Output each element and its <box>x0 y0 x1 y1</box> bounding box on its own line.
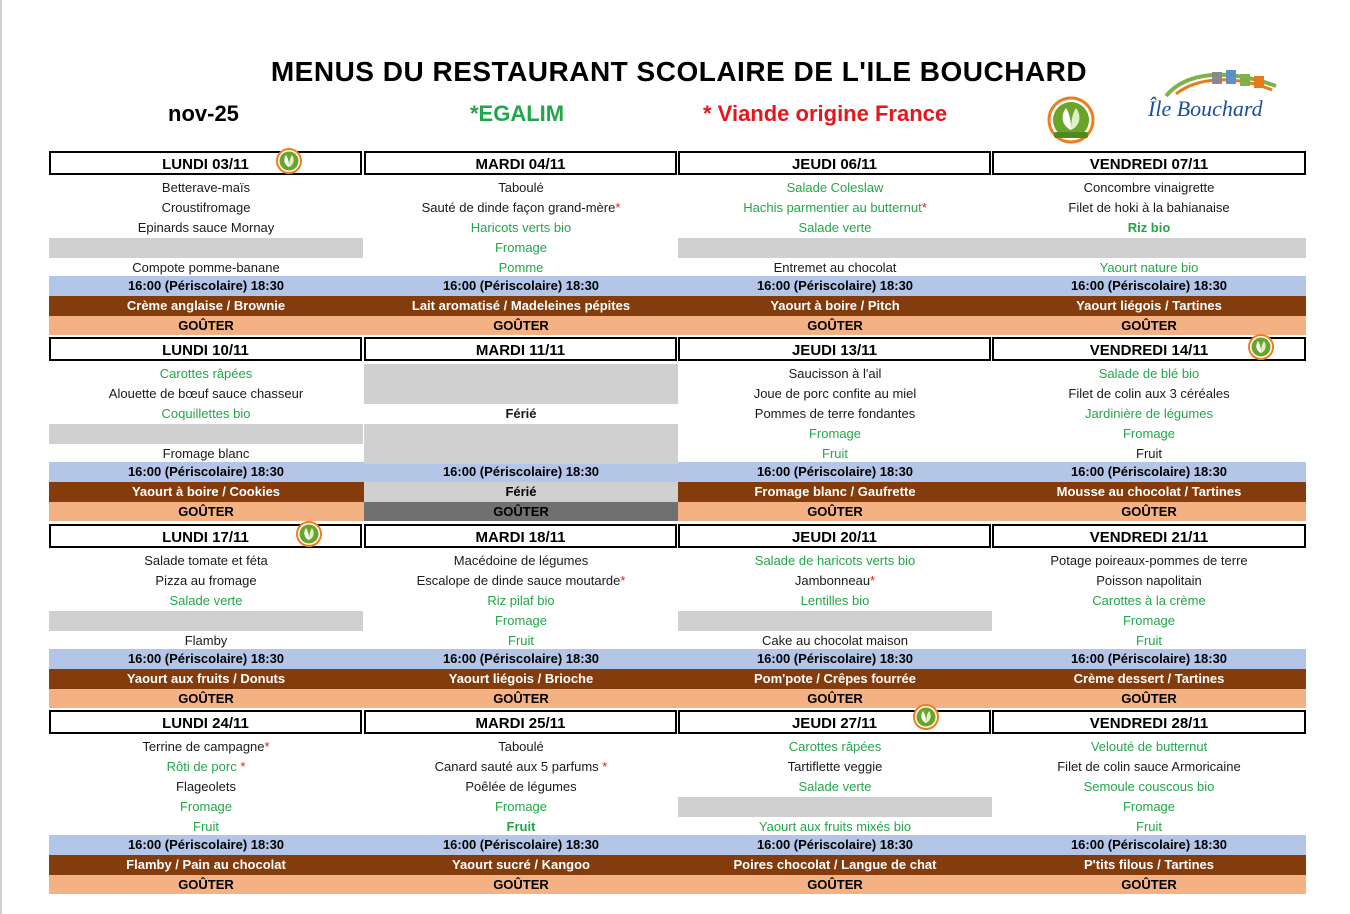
menu-item <box>49 364 363 384</box>
menu-item <box>678 424 992 444</box>
gouter-menu: Lait aromatisé / Madeleines pépites <box>411 298 631 313</box>
gouter-label: GOÛTER <box>807 877 863 892</box>
menu-item-text: Fruit <box>506 819 536 834</box>
empty-cell <box>992 238 1306 258</box>
gouter-label: GOÛTER <box>807 504 863 519</box>
periscolaire-hours: 16:00 (Périscolaire) 18:30 <box>756 651 914 666</box>
day-header: MARDI 18/11 <box>364 524 677 548</box>
menu-item-text: Fruit <box>193 819 219 834</box>
menu-item-text: Salade de haricots verts bio <box>754 553 916 568</box>
day-header: JEUDI 27/11 <box>678 710 991 734</box>
periscolaire-hours: 16:00 (Périscolaire) 18:30 <box>1070 837 1228 852</box>
menu-item <box>992 364 1306 384</box>
menu-item-text: Fromage <box>494 799 548 814</box>
vegetarien-mini-icon <box>274 147 304 175</box>
menu-item-text: Salade verte <box>169 593 243 608</box>
gouter-menu: P'tits filous / Tartines <box>1084 857 1214 872</box>
empty-cell <box>678 611 992 631</box>
menu-item <box>49 571 363 591</box>
menu-item-text: Fruit <box>1136 446 1162 461</box>
menu-item-text: Semoule couscous bio <box>1083 779 1215 794</box>
week-block <box>49 523 1306 709</box>
day-header: LUNDI 24/11 <box>49 710 362 734</box>
empty-cell <box>49 611 363 631</box>
menu-item <box>992 258 1306 278</box>
menu-item <box>678 737 992 757</box>
periscolaire-hours: 16:00 (Périscolaire) 18:30 <box>442 651 600 666</box>
gouter-label: GOÛTER <box>178 877 234 892</box>
periscolaire-hours: 16:00 (Périscolaire) 18:30 <box>127 651 285 666</box>
menu-item-text: Croustifromage <box>161 200 251 215</box>
origine-france-star: * <box>921 200 927 215</box>
menu-item-text: Pommes de terre fondantes <box>754 406 916 421</box>
gouter-menu: Yaourt à boire / Cookies <box>131 484 281 499</box>
gouter-menu: Yaourt aux fruits / Donuts <box>126 671 286 686</box>
periscolaire-hours: 16:00 (Périscolaire) 18:30 <box>127 837 285 852</box>
gouter-menu: Poires chocolat / Langue de chat <box>733 857 937 872</box>
menu-item-text: Tartiflette veggie <box>787 759 883 774</box>
gouter-menu: Mousse au chocolat / Tartines <box>1056 484 1242 499</box>
gouter-label: GOÛTER <box>178 504 234 519</box>
menu-item-text: Betterave-maïs <box>161 180 251 195</box>
gouter-menu: Fromage blanc / Gaufrette <box>754 484 916 499</box>
gouter-menu: Yaourt à boire / Pitch <box>770 298 900 313</box>
menu-item <box>49 631 363 651</box>
menu-item-text: Carottes râpées <box>788 739 882 754</box>
menu-item <box>678 178 992 198</box>
menu-item <box>364 631 678 651</box>
menu-item-text: Concombre vinaigrette <box>1083 180 1215 195</box>
menu-item <box>992 424 1306 444</box>
origine-france-star: * <box>620 573 626 588</box>
menu-item-text: Coquillettes bio <box>161 406 251 421</box>
menu-item <box>678 757 992 777</box>
empty-cell <box>678 797 992 817</box>
menu-item-text: Pizza au fromage <box>155 573 257 588</box>
town-logo-text: Île Bouchard <box>1148 96 1263 121</box>
day-header: JEUDI 20/11 <box>678 524 991 548</box>
menu-item <box>364 777 678 797</box>
menu-item <box>678 364 992 384</box>
menu-item <box>364 198 678 218</box>
gouter-menu: Yaourt liégois / Brioche <box>448 671 594 686</box>
menu-item <box>49 178 363 198</box>
menu-item-text: Fromage <box>1122 799 1176 814</box>
menu-item <box>992 737 1306 757</box>
page-title: MENUS DU RESTAURANT SCOLAIRE DE L'ILE BOUCHARD <box>270 56 1088 87</box>
periscolaire-hours: 16:00 (Périscolaire) 18:30 <box>442 837 600 852</box>
periscolaire-hours: 16:00 (Périscolaire) 18:30 <box>756 278 914 293</box>
egalim-legend: *EGALIM <box>470 101 565 126</box>
day-header: VENDREDI 07/11 <box>992 151 1306 175</box>
menu-item-text: Fruit <box>1136 819 1162 834</box>
menu-item-text: Potage poireaux-pommes de terre <box>1050 553 1248 568</box>
menu-item-text: Jambonneau <box>794 573 871 588</box>
empty-cell <box>364 444 678 464</box>
day-header: LUNDI 10/11 <box>49 337 362 361</box>
menu-item-text: Filet de colin aux 3 céréales <box>1068 386 1230 401</box>
gouter-menu: Crème dessert / Tartines <box>1073 671 1225 686</box>
menu-item-text: Fromage <box>808 426 862 441</box>
day-header: MARDI 25/11 <box>364 710 677 734</box>
menu-item <box>678 218 992 238</box>
menu-item <box>992 631 1306 651</box>
gouter-label: GOÛTER <box>493 877 549 892</box>
menu-item-text: Yaourt aux fruits mixés bio <box>758 819 912 834</box>
menu-item-text: Velouté de butternut <box>1090 739 1208 754</box>
menu-item-text: Riz bio <box>1127 220 1171 235</box>
menu-item <box>49 757 363 777</box>
menu-item-text: Yaourt nature bio <box>1099 260 1199 275</box>
menu-item-text: Fromage <box>494 240 548 255</box>
menu-item-text: Fruit <box>822 446 848 461</box>
menu-item-text: Fromage <box>1122 613 1176 628</box>
menu-item <box>992 757 1306 777</box>
menu-item <box>49 258 363 278</box>
ile-bouchard-logo <box>1146 66 1294 132</box>
menu-item <box>364 404 678 424</box>
menu-item-text: Poêlée de légumes <box>465 779 577 794</box>
menu-item <box>364 571 678 591</box>
menu-item <box>992 777 1306 797</box>
periscolaire-hours: 16:00 (Périscolaire) 18:30 <box>1070 651 1228 666</box>
menu-item-text: Salade Coleslaw <box>786 180 884 195</box>
gouter-label: GOÛTER <box>178 318 234 333</box>
menu-item <box>678 777 992 797</box>
menu-item <box>678 198 992 218</box>
gouter-menu: Férié <box>364 482 678 502</box>
menu-item <box>678 591 992 611</box>
periscolaire-hours: 16:00 (Périscolaire) 18:30 <box>442 278 600 293</box>
menu-item <box>992 797 1306 817</box>
gouter-label: GOÛTER <box>493 691 549 706</box>
menu-item-text: Hachis parmentier au butternut <box>743 200 922 215</box>
periscolaire-hours: 16:00 (Périscolaire) 18:30 <box>127 464 285 479</box>
week-block <box>49 150 1306 336</box>
menu-item-text: Fruit <box>1136 633 1162 648</box>
menu-item <box>678 817 992 837</box>
menu-item <box>49 218 363 238</box>
gouter-label: GOÛTER <box>178 691 234 706</box>
menu-item-text: Taboulé <box>498 739 544 754</box>
day-header: VENDREDI 14/11 <box>992 337 1306 361</box>
menu-item-text: Compote pomme-banane <box>132 260 280 275</box>
gouter-menu: Yaourt sucré / Kangoo <box>452 857 590 872</box>
menu-item <box>364 591 678 611</box>
menu-item <box>992 611 1306 631</box>
menu-item-text: Joue de porc confite au miel <box>753 386 917 401</box>
menu-item-text: Poisson napolitain <box>1096 573 1202 588</box>
menu-item-text: Epinards sauce Mornay <box>137 220 275 235</box>
menu-item-text: Fruit <box>508 633 534 648</box>
menu-item <box>49 591 363 611</box>
gouter-menu: Crème anglaise / Brownie <box>126 298 286 313</box>
menu-item <box>678 631 992 651</box>
menu-item <box>992 178 1306 198</box>
menu-item <box>364 178 678 198</box>
menu-item-text: Flamby <box>184 633 228 648</box>
origine-france-star: * <box>615 200 621 215</box>
gouter-label: GOÛTER <box>364 502 678 521</box>
empty-cell <box>49 424 363 444</box>
menu-item <box>49 737 363 757</box>
empty-cell <box>49 238 363 258</box>
menu-item <box>992 591 1306 611</box>
menu-item <box>992 198 1306 218</box>
menu-item <box>992 571 1306 591</box>
periscolaire-hours: 16:00 (Périscolaire) 18:30 <box>127 278 285 293</box>
day-header: VENDREDI 28/11 <box>992 710 1306 734</box>
origine-france-star: * <box>602 759 608 774</box>
menu-item <box>992 404 1306 424</box>
day-header: MARDI 04/11 <box>364 151 677 175</box>
gouter-menu: Flamby / Pain au chocolat <box>126 857 286 872</box>
menu-item <box>364 218 678 238</box>
menu-item <box>678 551 992 571</box>
menu-item <box>364 238 678 258</box>
menu-item <box>992 817 1306 837</box>
empty-cell <box>364 424 678 444</box>
menu-item <box>49 797 363 817</box>
menu-item-text: Entremet au chocolat <box>773 260 897 275</box>
menu-item-text: Carottes à la crème <box>1092 593 1206 608</box>
vegetarien-mini-icon <box>911 703 941 731</box>
day-header: JEUDI 06/11 <box>678 151 991 175</box>
gouter-label: GOÛTER <box>1121 504 1177 519</box>
menu-item <box>678 258 992 278</box>
menu-item-text: Férié <box>505 406 537 421</box>
menu-item <box>678 444 992 464</box>
menu-item <box>364 797 678 817</box>
menu-item <box>992 551 1306 571</box>
origine-france-star: * <box>240 759 246 774</box>
menu-item <box>364 817 678 837</box>
menu-item-text: Salade de blé bio <box>1098 366 1200 381</box>
menu-item-text: Salade verte <box>798 779 872 794</box>
menu-item <box>364 258 678 278</box>
empty-cell <box>678 238 992 258</box>
week-block <box>49 709 1306 895</box>
menu-item-text: Flageolets <box>176 779 236 794</box>
menu-item <box>49 551 363 571</box>
menu-item-text: Filet de colin sauce Armoricaine <box>1057 759 1241 774</box>
menu-item-text: Fromage <box>494 613 548 628</box>
periscolaire-hours: 16:00 (Périscolaire) 18:30 <box>1070 464 1228 479</box>
origine-france-star: * <box>264 739 270 754</box>
gouter-label: GOÛTER <box>807 691 863 706</box>
periscolaire-hours: 16:00 (Périscolaire) 18:30 <box>756 837 914 852</box>
month-label: nov-25 <box>168 101 239 126</box>
menu-item <box>364 757 678 777</box>
menu-item-text: Taboulé <box>498 180 544 195</box>
viande-origine-legend: * Viande origine France <box>703 101 948 126</box>
menu-item-text: Fromage <box>1122 426 1176 441</box>
week-block <box>49 336 1306 522</box>
gouter-label: GOÛTER <box>1121 318 1177 333</box>
menu-item-text: Fromage blanc <box>162 446 250 461</box>
menu-item-text: Terrine de campagne <box>142 739 265 754</box>
menu-item <box>49 817 363 837</box>
menu-item <box>992 218 1306 238</box>
day-header: JEUDI 13/11 <box>678 337 991 361</box>
menu-item <box>49 198 363 218</box>
menu-item-text: Salade tomate et féta <box>144 553 268 568</box>
periscolaire-hours: 16:00 (Périscolaire) 18:30 <box>756 464 914 479</box>
menu-item-text: Rôti de porc <box>166 759 241 774</box>
menu-item <box>678 384 992 404</box>
gouter-menu: Yaourt liégois / Tartines <box>1076 298 1222 313</box>
menu-item <box>992 444 1306 464</box>
menu-item <box>49 777 363 797</box>
menu-item <box>49 444 363 464</box>
gouter-menu: Pom'pote / Crêpes fourrée <box>753 671 917 686</box>
periscolaire-hours: 16:00 (Périscolaire) 18:30 <box>1070 278 1228 293</box>
menu-item-text: Cake au chocolat maison <box>762 633 908 648</box>
origine-france-star: * <box>870 573 876 588</box>
menu-item-text: Salade verte <box>798 220 872 235</box>
menu-item <box>992 384 1306 404</box>
menu-item <box>49 404 363 424</box>
day-header: MARDI 11/11 <box>364 337 677 361</box>
menu-item-text: Sauté de dinde façon grand-mère <box>421 200 616 215</box>
vegetarien-logo <box>1044 96 1098 144</box>
menu-item <box>364 551 678 571</box>
menu-item-text: Riz pilaf bio <box>487 593 555 608</box>
menu-item-text: Canard sauté aux 5 parfums <box>434 759 603 774</box>
gouter-label: GOÛTER <box>1121 877 1177 892</box>
menu-item-text: Haricots verts bio <box>470 220 572 235</box>
menu-item-text: Pomme <box>498 260 544 275</box>
menu-item-text: Macédoine de légumes <box>453 553 589 568</box>
vegetarien-mini-icon <box>294 520 324 548</box>
empty-cell <box>364 384 678 404</box>
gouter-label: GOÛTER <box>807 318 863 333</box>
gouter-label: GOÛTER <box>493 318 549 333</box>
empty-cell <box>364 364 678 384</box>
menu-item <box>364 611 678 631</box>
menu-item <box>678 571 992 591</box>
menu-item-text: Filet de hoki à la bahianaise <box>1068 200 1230 215</box>
menu-item-text: Escalope de dinde sauce moutarde <box>416 573 621 588</box>
page-edge <box>0 0 2 914</box>
day-header: LUNDI 03/11 <box>49 151 362 175</box>
menu-item-text: Carottes râpées <box>159 366 253 381</box>
menu-item <box>364 737 678 757</box>
vegetarien-mini-icon <box>1246 333 1276 361</box>
menu-item-text: Jardinière de légumes <box>1085 406 1213 421</box>
menu-item-text: Lentilles bio <box>800 593 870 608</box>
menu-item <box>678 404 992 424</box>
day-header: LUNDI 17/11 <box>49 524 362 548</box>
gouter-label: GOÛTER <box>1121 691 1177 706</box>
menu-item-text: Fromage <box>179 799 233 814</box>
menu-item-text: Saucisson à l'ail <box>788 366 882 381</box>
day-header: VENDREDI 21/11 <box>992 524 1306 548</box>
periscolaire-hours: 16:00 (Périscolaire) 18:30 <box>442 464 600 479</box>
menu-item-text: Alouette de bœuf sauce chasseur <box>108 386 304 401</box>
menu-item <box>49 384 363 404</box>
